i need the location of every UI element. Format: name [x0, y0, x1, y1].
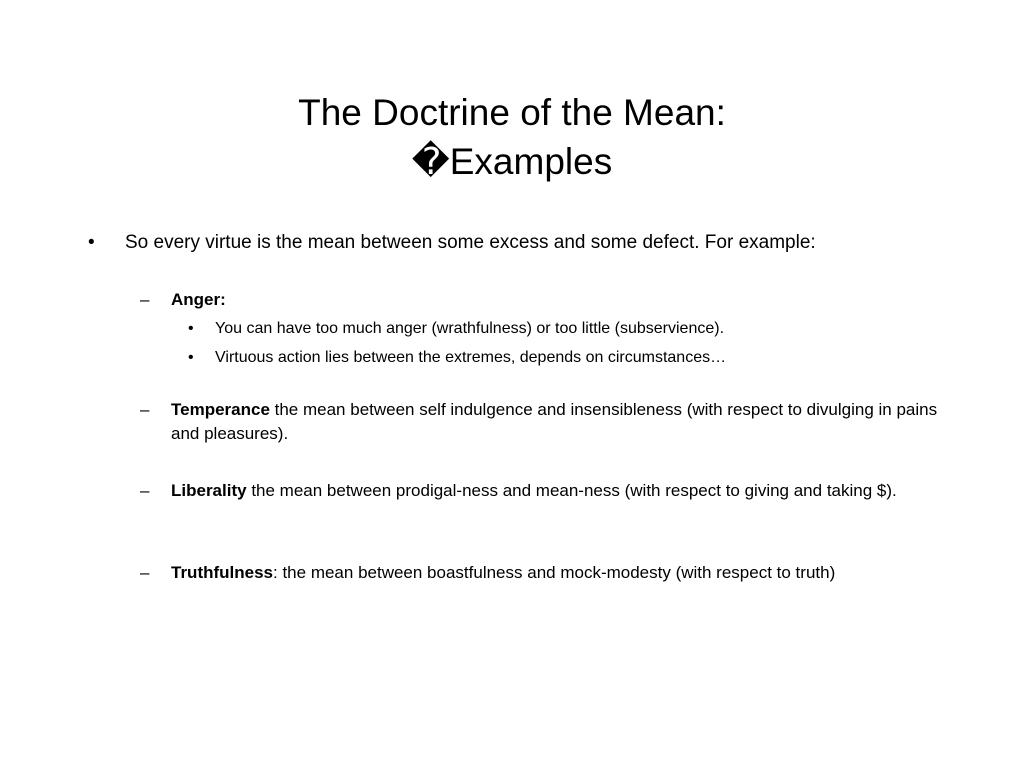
- anger-point: Virtuous action lies between the extremes, depends on circumstances…: [215, 349, 727, 366]
- truthfulness-item: [171, 561, 931, 585]
- dash-marker: –: [140, 400, 150, 419]
- temperance-term: Temperance: [171, 400, 270, 419]
- liberality-text: the mean between prodigal-ness and mean-ness (with respect to giving and taking $).: [246, 481, 897, 500]
- liberality-term: Liberality: [171, 481, 247, 500]
- title-line-2: �Examples: [411, 141, 613, 182]
- bullet-marker: •: [188, 349, 194, 366]
- dash-marker: –: [140, 481, 150, 500]
- bullet-marker: •: [88, 232, 95, 253]
- dash-marker: –: [140, 290, 150, 309]
- anger-term: Anger:: [171, 290, 226, 309]
- dash-marker: –: [140, 563, 150, 582]
- truthfulness-text: : the mean between boastfulness and mock-modesty (with respect to truth): [273, 563, 836, 582]
- title-line-1: The Doctrine of the Mean:: [298, 92, 726, 133]
- anger-item: [171, 288, 931, 312]
- bullet-marker: •: [188, 320, 194, 337]
- main-bullet-text: So every virtue is the mean between some excess and some defect. For example:: [125, 232, 816, 253]
- truthfulness-term: Truthfulness: [171, 563, 274, 582]
- anger-point: You can have too much anger (wrathfulness) or too little (subservience).: [215, 320, 725, 337]
- temperance-text: the mean between self indulgence and insensibleness (with respect to divulging in pains and pleasures).: [171, 400, 938, 443]
- temperance-item: [171, 398, 941, 446]
- liberality-item: [171, 479, 946, 503]
